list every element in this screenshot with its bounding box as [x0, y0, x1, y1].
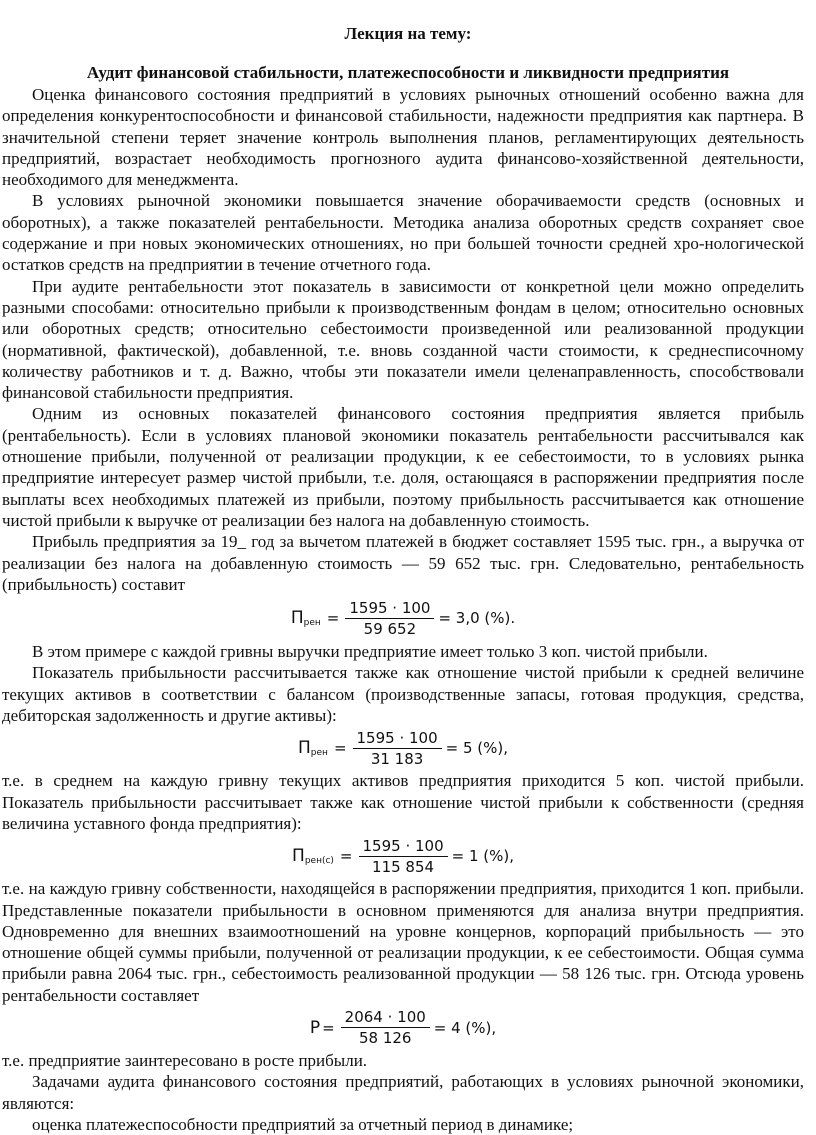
formula-numerator: 1595 · 100 — [345, 599, 434, 619]
formula-result: = 3,0 (%). — [438, 609, 516, 628]
formula-denominator: 58 126 — [358, 1029, 412, 1048]
formula-fraction — [359, 837, 448, 876]
formula-profitability-equity: П рен(с) = $\frac{1595 \cdot 100}{115 854}$ = 1 (%), — [292, 836, 514, 876]
lecture-title: Лекция на тему: — [344, 24, 472, 43]
formula-numerator: 1595 · 100 — [353, 729, 442, 749]
formula-symbol: Р — [309, 1017, 321, 1038]
paragraph: т.е. предприятие заинтересовано в росте прибыли. — [2, 1050, 368, 1070]
lecture-subtitle: Аудит финансовой стабильности, платежеспособности и ликвидности предприятия — [86, 63, 730, 82]
formula-profitability-revenue: П рен = $\frac{1595 \cdot 100}{59 652}$ = 3,0 (%). — [290, 598, 516, 638]
list-item: оценка платежеспособности предприятий за отчетный период в динамике; — [32, 1114, 574, 1134]
formula-numerator: 1595 · 100 — [359, 837, 448, 857]
paragraph: Показатель прибыльности рассчитывается также как отношение чистой прибыли к средней величине текущих активов в соответствии с балансом (производственные запасы, готовая продукция, средства, дебиторская задолженность и другие активы): — [2, 663, 804, 726]
formula-subscript: рен — [310, 748, 328, 759]
formula-subscript: рен — [303, 618, 321, 629]
formula-symbol: П — [292, 846, 305, 867]
formula-profitability-cost: Р = $\frac{2064 \cdot 100}{58 126}$ = 4 (%), — [309, 1008, 497, 1048]
formula-fraction — [353, 729, 442, 768]
document-body — [0, 84, 804, 1135]
formula-result: = 4 (%), — [433, 1018, 497, 1037]
formula-fraction — [341, 1008, 430, 1047]
formula-symbol: П — [298, 738, 311, 759]
paragraph: При аудите рентабельности этот показатель в зависимости от конкретной цели можно определить разными способами: относительно прибыли к производственным фондам в целом; относительно основных или оборотных средств; относительно себестоимости произведенной или реализованной продукции (нормативной, фактической), добавленной, т.е. вновь созданной части стоимости, к среднесписочному количеству работников и т. д. Важно, чтобы эти показатели имели целенаправленность, способствовали финансовой стабильности предприятия. — [2, 276, 804, 403]
paragraph: В этом примере с каждой гривны выручки предприятие имеет только 3 коп. чистой прибыли. — [32, 642, 708, 662]
formula-fraction — [345, 599, 434, 638]
formula-result: = 5 (%), — [445, 739, 508, 758]
formula-numerator: 2064 · 100 — [341, 1008, 430, 1028]
paragraph: т.е. в среднем на каждую гривну текущих активов предприятия приходится 5 коп. чистой прибыли. Показатель прибыльности рассчитывает также как отношение чистой прибыли к собственности (средняя величина уставного фонда предприятия): — [2, 771, 804, 833]
formula-profitability-assets: П рен = $\frac{1595 \cdot 100}{31 183}$ = 5 (%), — [298, 728, 508, 768]
formula-denominator: 115 854 — [372, 857, 435, 876]
paragraph: Одним из основных показателей финансового состояния предприятия является прибыль (рентабельность). Если в условиях плановой экономики показатель рентабельности рассчитывался как отношение прибыли, полученной от реализации продукции, к ее себестоимости, то в условиях рынка предприятие интересует размер чистой прибыли, т.е. доля, остающаяся в распоряжении предприятия после выплаты всех необходимых платежей из прибыли, поэтому прибыльность рассчитывается как отношение чистой прибыли к выручке от реализации без налога на добавленную стоимость. — [2, 404, 804, 530]
formula-denominator: 59 652 — [363, 619, 417, 638]
paragraph: т.е. на каждую гривну собственности, находящейся в распоряжении предприятия, приходится 1 коп. прибыли. Представленные показатели прибыльности в основном применяются для анализа внутри предприятия. Одновременно для внешних взаимоотношений на уровне концернов, корпораций прибыльность — это отношение общей суммы прибыли, полученной от реализации продукции, к ее себестоимости. Общая сумма прибыли равна 2064 тыс. грн., себестоимость реализованной продукции — 58 126 тыс. грн. Отсюда уровень рентабельности составляет — [2, 879, 804, 1005]
formula-denominator: 31 183 — [370, 749, 424, 768]
paragraph: Задачами аудита финансового состояния предприятий, работающих в условиях рыночной экономики, являются: — [2, 1072, 804, 1113]
paragraph: В условиях рыночной экономики повышается значение оборачиваемости средств (основных и оборотных), а также показателей рентабельности. Методика анализа оборотных средств сохраняет свое содержание и при новых экономических отношениях, но при большей точности средней хро-нологической остатков средств на предприятии в течение отчетного года. — [2, 191, 804, 275]
formula-subscript: рен(с) — [304, 856, 334, 867]
paragraph: Оценка финансового состояния предприятий в условиях рыночных отношений особенно важна для определения конкурентоспособности и финансовой стабильности, надежности предприятия как партнера. В значительной степени теряет значение контроль выполнения планов, регламентирующих деятельность предприятий, возрастает необходимость прогнозного аудита финансово-хозяйственной деятельности, необходимого для менеджмента. — [2, 85, 804, 190]
formula-result: = 1 (%), — [451, 847, 514, 866]
formula-symbol: П — [290, 608, 304, 629]
paragraph: Прибыль предприятия за 19_ год за вычетом платежей в бюджет составляет 1595 тыс. грн., а выручка от реализации без налога на добавленную стоимость — 59 652 тыс. грн. Следовательно, рентабельность (прибыльность) составит — [2, 532, 804, 594]
